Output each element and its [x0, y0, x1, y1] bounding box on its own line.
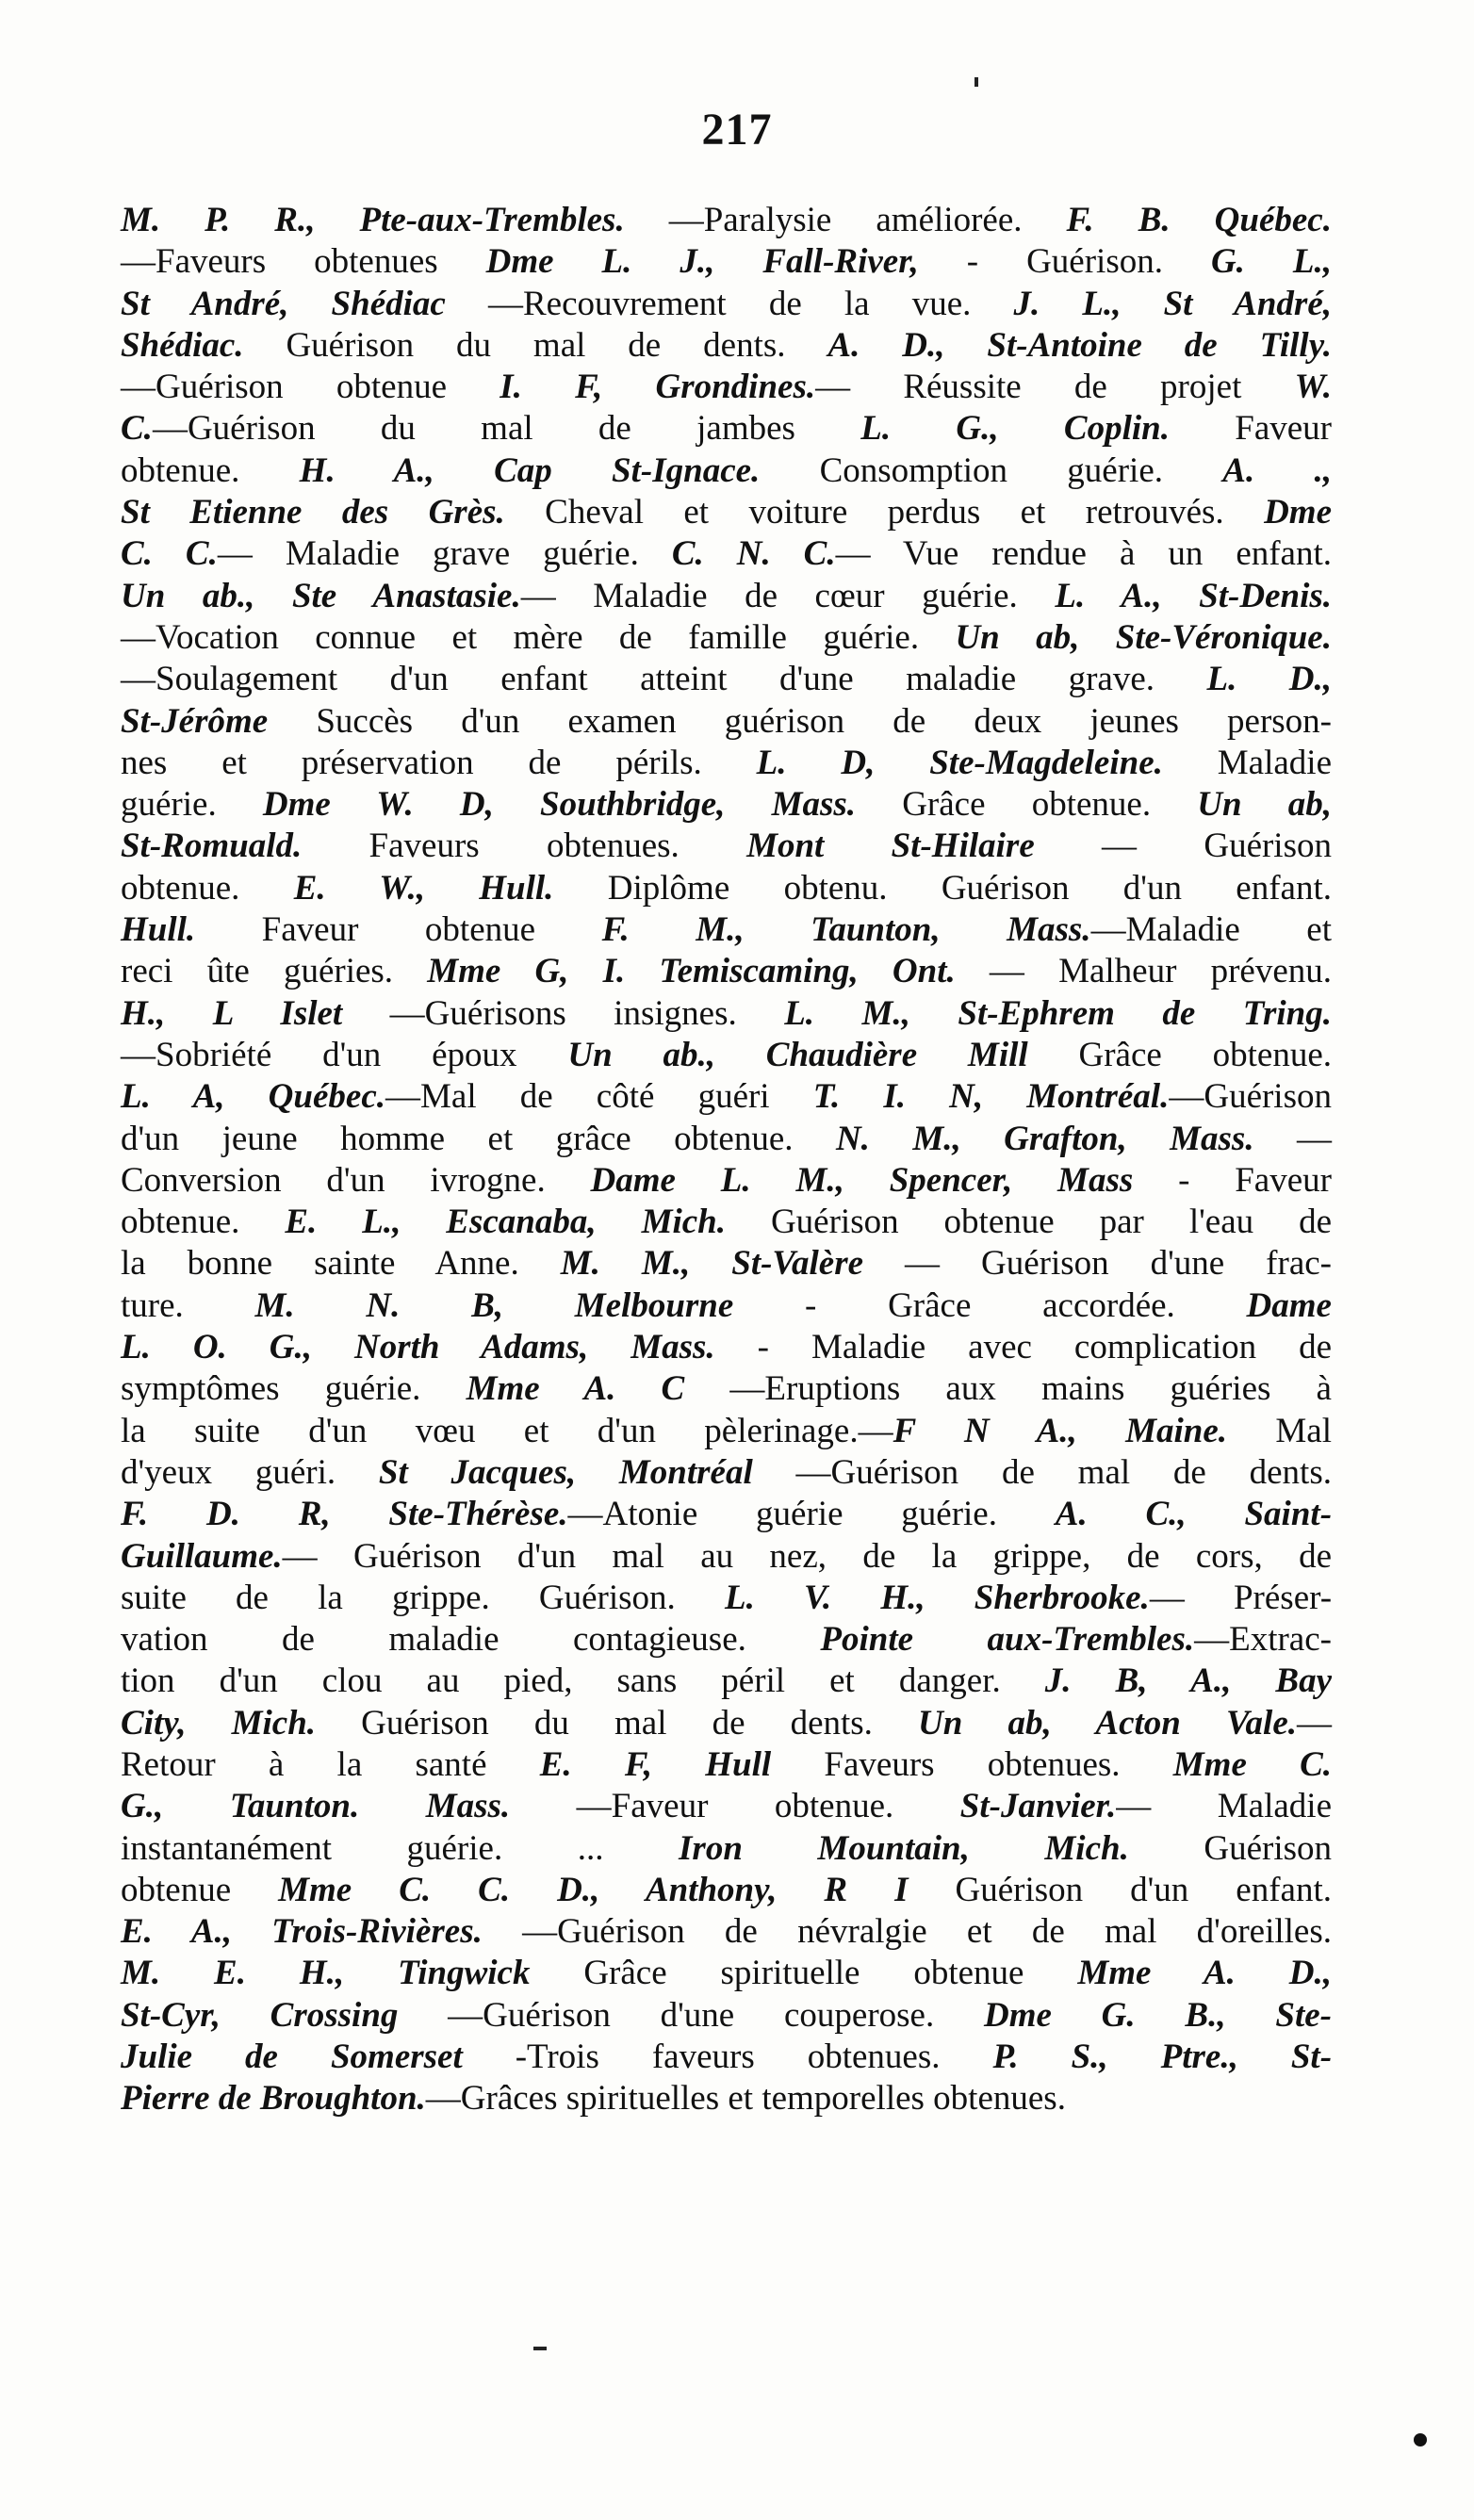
text-line — [121, 1494, 1332, 1535]
entry-attribution: L. O. G., North Adams, Mass. — [121, 1328, 715, 1367]
entry-attribution: M. M., St-Valère — [560, 1244, 864, 1284]
entry-attribution: Un ab, Ste-Véronique. — [955, 617, 1332, 657]
entry-attribution: Pierre de Broughton. — [121, 2079, 426, 2119]
entry-text: nes et préservation de périls. — [121, 743, 757, 782]
text-line — [121, 367, 1332, 408]
text-line — [121, 993, 1332, 1035]
entry-attribution: Mme G, I. Temiscaming, Ont. — [427, 952, 956, 991]
entry-text: d'yeux guéri. — [121, 1452, 379, 1492]
text-line — [121, 241, 1332, 283]
entry-attribution: C. — [121, 409, 153, 449]
entry-text: Faveur obtenue — [195, 910, 602, 950]
page-number: 217 — [701, 105, 773, 155]
entry-attribution: Iron Mountain, Mich. — [679, 1828, 1129, 1868]
entry-text: guérie. — [121, 785, 263, 825]
text-line — [121, 1536, 1332, 1578]
entry-text: Mal — [1227, 1411, 1332, 1450]
entry-attribution: G., Taunton. Mass. — [121, 1787, 511, 1826]
entry-text: —Recouvrement de la vue. — [445, 284, 1014, 323]
text-line — [121, 2078, 1332, 2119]
entry-attribution: Un ab., Ste Anastasie. — [121, 576, 521, 615]
entry-text: obtenue. — [121, 450, 300, 490]
entry-attribution: Dame — [1246, 1285, 1332, 1325]
text-line — [121, 1285, 1332, 1327]
entry-attribution: F. D. R, Ste-Thérèse. — [121, 1495, 568, 1534]
entry-attribution: Pointe aux-Trembles. — [820, 1620, 1195, 1660]
entry-attribution: Mont St-Hilaire — [746, 826, 1035, 866]
text-line — [121, 1076, 1332, 1118]
entry-text: Diplôme obtenu. Guérison d'un enfant. — [553, 868, 1332, 908]
entry-attribution: Un ab, Acton Vale. — [918, 1703, 1297, 1743]
entry-attribution: St-Jérôme — [121, 701, 269, 741]
entry-attribution: Dame L. M., Spencer, Mass — [590, 1160, 1134, 1200]
entry-attribution: St Etienne des Grès. — [121, 493, 505, 532]
entry-text: —Faveur obtenue. — [510, 1787, 960, 1826]
text-line — [121, 408, 1332, 450]
entry-attribution: St-Janvier. — [959, 1787, 1117, 1826]
entry-text: — — [1297, 1703, 1332, 1743]
entry-attribution: Guillaume. — [121, 1536, 283, 1576]
entry-text: — Vue rendue à un enfant. — [835, 534, 1333, 574]
text-line — [121, 617, 1332, 659]
entry-text: — Réussite de projet — [815, 368, 1295, 407]
entry-attribution: A. C., Saint- — [1055, 1495, 1333, 1534]
entry-text: —Vocation connue et mère de famille guérie. — [121, 617, 956, 657]
text-line — [121, 1035, 1332, 1076]
entry-attribution: City, Mich. — [121, 1703, 317, 1743]
entry-text: Conversion d'un ivrogne. — [121, 1160, 591, 1200]
text-line — [121, 325, 1332, 367]
text-line — [121, 1578, 1332, 1619]
text-line — [121, 576, 1332, 617]
entry-text: Succès d'un examen guérison de deux jeunes person- — [268, 701, 1332, 741]
entry-text: - Maladie avec complication de — [714, 1328, 1333, 1367]
entry-text: vation de maladie contagieuse. — [121, 1620, 821, 1660]
entry-text: — Préser- — [1149, 1578, 1333, 1617]
entry-attribution: G. L., — [1210, 242, 1333, 282]
entry-attribution: F N A., Maine. — [893, 1411, 1228, 1450]
entry-attribution: A. D., St-Antoine de Tilly. — [827, 325, 1332, 365]
text-line — [121, 200, 1332, 241]
text-line — [121, 450, 1332, 492]
text-line — [121, 909, 1332, 951]
entry-attribution: L. A., St-Denis. — [1055, 576, 1332, 615]
entry-attribution: E. L., Escanaba, Mich. — [285, 1203, 726, 1242]
text-line — [121, 1202, 1332, 1243]
entry-text: Grâce obtenue. — [856, 785, 1198, 825]
entry-text: — Maladie — [1116, 1787, 1332, 1826]
entry-text: Retour à la santé — [121, 1744, 540, 1784]
entry-attribution: F. M., Taunton, Mass. — [601, 910, 1091, 950]
text-line — [121, 533, 1332, 575]
entry-text: — Maladie grave guérie. — [217, 534, 672, 574]
text-line — [121, 1160, 1332, 1202]
entry-attribution: Dme L. J., Fall-River, — [485, 242, 919, 282]
entry-text: — Guérison — [1034, 826, 1332, 866]
entry-attribution: N. M., Grafton, Mass. — [835, 1119, 1254, 1158]
entry-text: —Paralysie améliorée. — [624, 201, 1067, 239]
entry-attribution: Dme G. B., Ste- — [983, 1995, 1332, 2035]
entry-text: instantanément guérie. ... — [121, 1828, 680, 1868]
entry-attribution: E. W., Hull. — [293, 868, 554, 908]
text-line — [121, 701, 1332, 743]
entry-text: —Guérison — [1169, 1077, 1332, 1117]
entry-text: — Guérison d'une frac- — [863, 1244, 1332, 1284]
entry-text: reci ûte guéries. — [121, 952, 428, 991]
entry-text: —Atonie guérie guérie. — [567, 1495, 1056, 1534]
entry-text: obtenue. — [121, 1203, 286, 1242]
entry-attribution: L. A, Québec. — [121, 1077, 385, 1117]
entry-text: — Maladie de cœur guérie. — [520, 576, 1056, 615]
page-body-text — [121, 200, 1332, 2120]
entry-attribution: C. C. — [121, 534, 218, 574]
entry-attribution: L. V. H., Sherbrooke. — [724, 1578, 1150, 1617]
entry-attribution: Shédiac. — [121, 325, 244, 365]
entry-text: —Guérison de névralgie et de mal d'oreilles. — [482, 1912, 1333, 1952]
entry-text: Grâce obtenue. — [1027, 1035, 1332, 1074]
entry-attribution: L. D., — [1206, 660, 1332, 699]
entry-attribution: W. — [1294, 368, 1332, 407]
entry-attribution: Un ab, — [1197, 785, 1332, 825]
text-line — [121, 1828, 1332, 1870]
entry-attribution: St-Cyr, Crossing — [121, 1995, 399, 2035]
text-line — [121, 1411, 1332, 1452]
entry-text: Faveurs obtenues. — [302, 826, 747, 866]
entry-attribution: E. A., Trois-Rivières. — [121, 1912, 483, 1952]
entry-text: —Eruptions aux mains guéries à — [684, 1369, 1332, 1409]
entry-text: —Guérison d'une couperose. — [398, 1995, 984, 2035]
entry-attribution: A. ., — [1222, 450, 1333, 490]
entry-attribution: Hull. — [121, 910, 196, 950]
text-line — [121, 743, 1332, 784]
entry-attribution: St-Romuald. — [121, 826, 303, 866]
entry-text: —Mal de côté guéri — [385, 1077, 813, 1117]
entry-text: Guérison obtenue par l'eau de — [726, 1203, 1332, 1242]
entry-text: ture. — [121, 1285, 255, 1325]
entry-text: suite de la grippe. Guérison. — [121, 1578, 725, 1617]
entry-text: —Grâces spirituelles et temporelles obtenues. — [425, 2079, 1066, 2119]
entry-text: —Maladie et — [1090, 910, 1332, 950]
entry-attribution: H. A., Cap St-Ignace. — [299, 450, 761, 490]
entry-attribution: Dme — [1264, 493, 1333, 532]
entry-attribution: P. S., Ptre., St- — [992, 2037, 1333, 2077]
entry-text: Guérison du mal de dents. — [316, 1703, 919, 1743]
entry-text: —Faveurs obtenues — [121, 242, 486, 282]
entry-text: —Guérison obtenue — [121, 368, 500, 407]
entry-attribution: M. E. H., Tingwick — [121, 1954, 531, 1993]
entry-attribution: L. M., St-Ephrem de Tring. — [784, 993, 1332, 1033]
entry-attribution: Mme A. C — [466, 1369, 685, 1409]
entry-text: —Soulagement d'un enfant atteint d'une maladie grave. — [121, 660, 1207, 699]
entry-attribution: F. B. Québec. — [1066, 201, 1332, 239]
text-line — [121, 1911, 1332, 1953]
entry-text: Faveur — [1169, 409, 1332, 449]
entry-attribution: L. G., Coplin. — [860, 409, 1170, 449]
text-line — [121, 1870, 1332, 1911]
text-line — [121, 1786, 1332, 1827]
entry-text: —Guérison du mal de jambes — [152, 409, 861, 449]
entry-attribution: H., L Islet — [121, 993, 343, 1033]
print-mark — [533, 2347, 547, 2350]
text-line — [121, 1661, 1332, 1702]
entry-text: Guérison d'un enfant. — [908, 1870, 1333, 1909]
text-line — [121, 1327, 1332, 1368]
entry-text: —Guérison de mal de dents. — [752, 1452, 1332, 1492]
entry-attribution: St Jacques, Montréal — [378, 1452, 753, 1492]
entry-attribution: Dme W. D, Southbridge, Mass. — [262, 785, 857, 825]
entry-text: - Faveur — [1133, 1160, 1332, 1200]
entry-text: -Trois faveurs obtenues. — [462, 2037, 993, 2077]
entry-text: - Grâce accordée. — [733, 1285, 1247, 1325]
entry-text: Guérison — [1128, 1828, 1332, 1868]
text-line — [121, 951, 1332, 992]
text-line — [121, 1995, 1332, 2037]
entry-text: — — [1253, 1119, 1332, 1158]
entry-text: tion d'un clou au pied, sans péril et danger. — [121, 1661, 1045, 1701]
entry-text: Maladie — [1162, 743, 1332, 782]
text-line — [121, 826, 1332, 867]
text-line — [121, 1953, 1332, 1994]
entry-attribution: C. N. C. — [671, 534, 836, 574]
entry-text: d'un jeune homme et grâce obtenue. — [121, 1119, 836, 1158]
text-line — [121, 1119, 1332, 1160]
entry-text: Cheval et voiture perdus et retrouvés. — [504, 493, 1265, 532]
text-line — [121, 868, 1332, 909]
text-line — [121, 1243, 1332, 1285]
entry-attribution: M. P. R., Pte-aux-Trembles. — [121, 201, 625, 239]
entry-text: obtenue — [121, 1870, 279, 1909]
entry-text: —Guérisons insignes. — [342, 993, 785, 1033]
text-line — [121, 2037, 1332, 2078]
entry-text: la bonne sainte Anne. — [121, 1244, 561, 1284]
print-mark — [1414, 2433, 1427, 2446]
entry-text: Consomption guérie. — [760, 450, 1223, 490]
entry-text: obtenue. — [121, 868, 294, 908]
text-line — [121, 492, 1332, 533]
entry-attribution: T. I. N, Montréal. — [812, 1077, 1170, 1117]
entry-attribution: Mme C. — [1172, 1744, 1333, 1784]
print-mark — [974, 77, 978, 87]
entry-attribution: M. N. B, Melbourne — [254, 1285, 734, 1325]
entry-attribution: J. L., St André, — [1013, 284, 1333, 323]
entry-attribution: St André, Shédiac — [121, 284, 446, 323]
entry-text: Guérison du mal de dents. — [243, 325, 828, 365]
entry-text: —Sobriété d'un époux — [121, 1035, 568, 1074]
text-line — [121, 784, 1332, 826]
entry-attribution: I. F, Grondines. — [500, 368, 816, 407]
text-line — [121, 659, 1332, 700]
entry-text: — Malheur prévenu. — [955, 952, 1332, 991]
entry-text: symptômes guérie. — [121, 1369, 467, 1409]
text-line — [121, 1452, 1332, 1494]
text-line — [121, 1619, 1332, 1661]
entry-text: — Guérison d'un mal au nez, de la grippe, de cors, de — [282, 1536, 1332, 1576]
entry-attribution: Mme A. D., — [1077, 1954, 1332, 1993]
entry-attribution: L. D, Ste-Magdeleine. — [756, 743, 1163, 782]
entry-attribution: Julie de Somerset — [121, 2037, 463, 2077]
entry-text: Grâce spirituelle obtenue — [530, 1954, 1078, 1993]
text-line — [121, 284, 1332, 325]
text-line — [121, 1368, 1332, 1410]
entry-attribution: Mme C. C. D., Anthony, R I — [278, 1870, 909, 1909]
text-line — [121, 1744, 1332, 1786]
entry-text: la suite d'un vœu et d'un pèlerinage.— — [121, 1411, 893, 1450]
entry-attribution: Un ab., Chaudière Mill — [567, 1035, 1028, 1074]
entry-text: —Extrac- — [1194, 1620, 1332, 1660]
entry-text: Faveurs obtenues. — [771, 1744, 1173, 1784]
entry-text: - Guérison. — [918, 242, 1211, 282]
entry-attribution: J. B, A., Bay — [1044, 1661, 1332, 1701]
text-line — [121, 1703, 1332, 1744]
entry-attribution: E. F, Hull — [539, 1744, 772, 1784]
